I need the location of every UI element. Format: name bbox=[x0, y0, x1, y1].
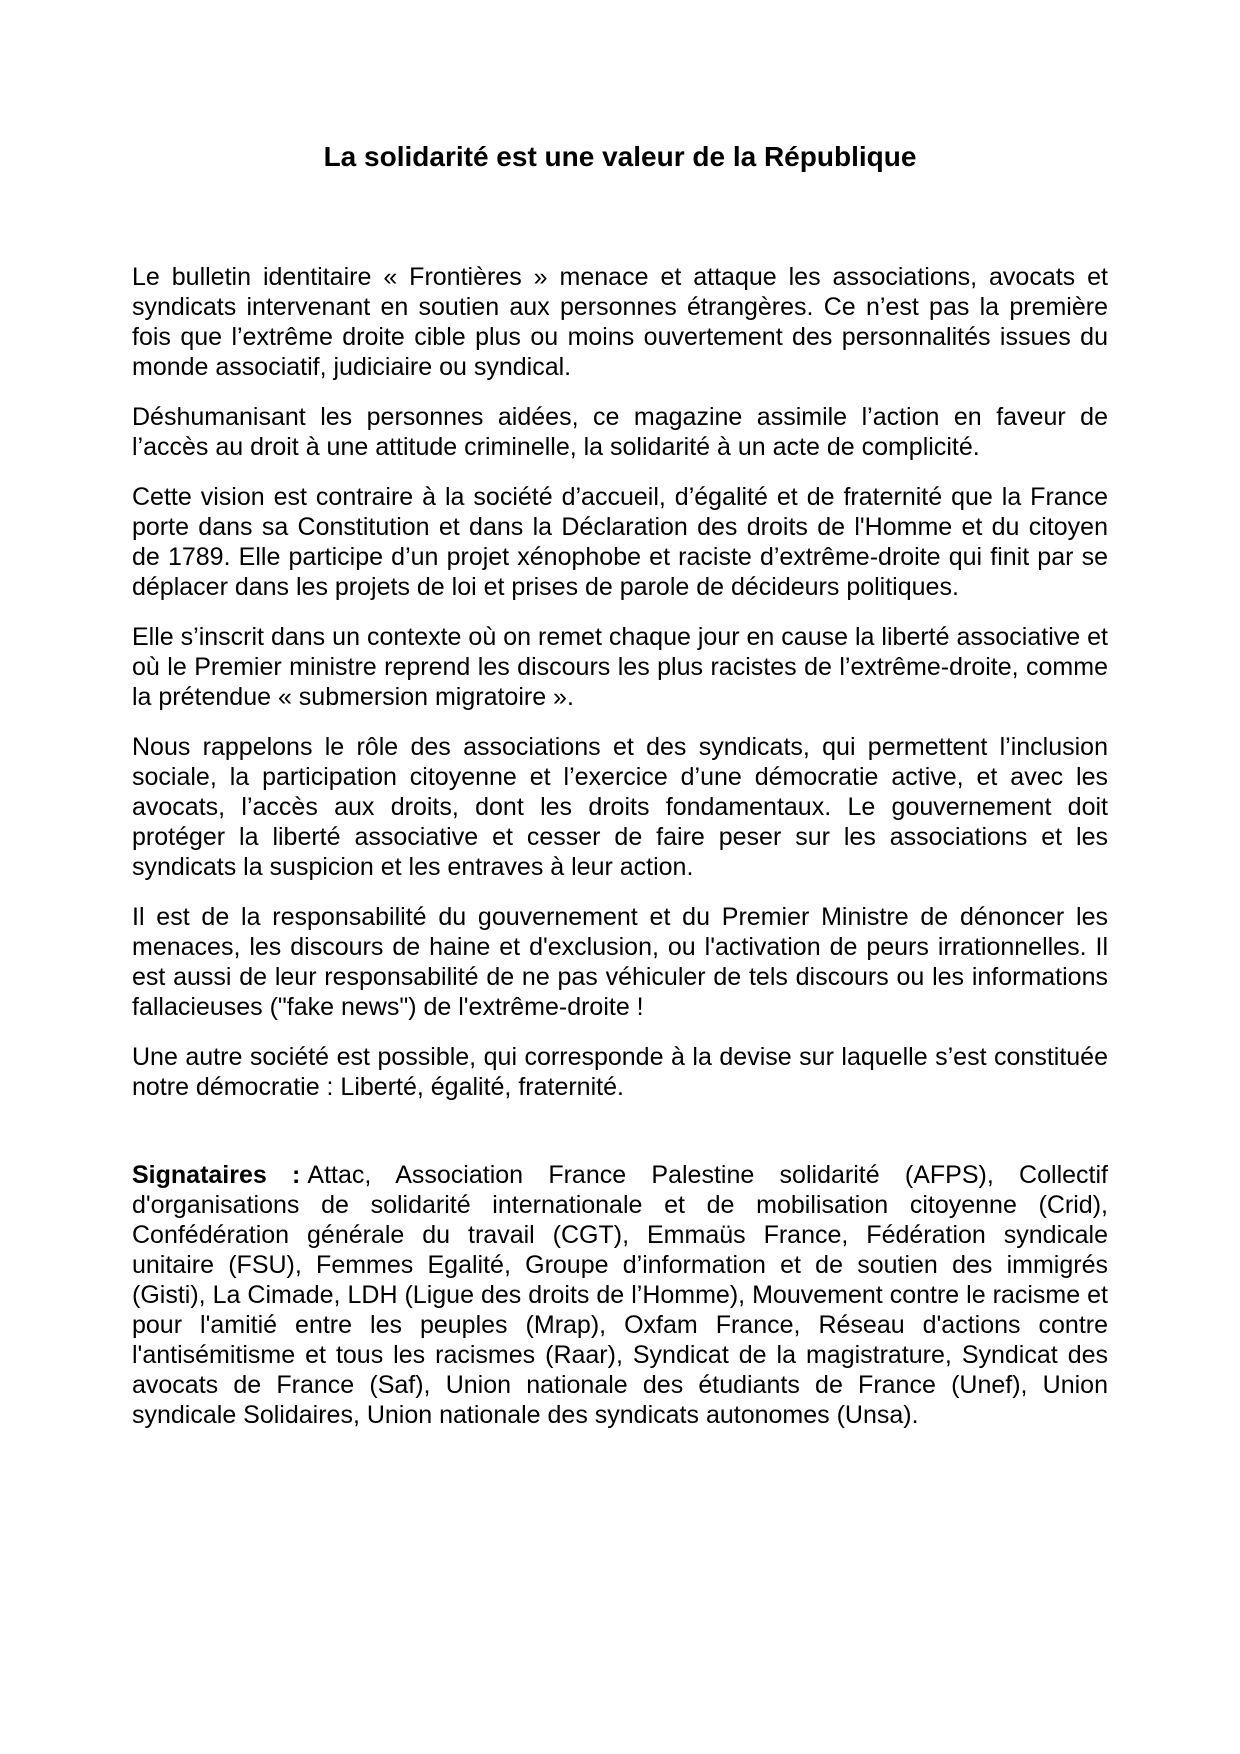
document-title: La solidarité est une valeur de la République bbox=[323, 141, 917, 172]
body-paragraph: Elle s’inscrit dans un contexte où on remet chaque jour en cause la liberté associative et où le Premier ministre reprend les discours les plus racistes de l’extrême-droite, comme la prétendue « submersion migratoire ». bbox=[132, 623, 1108, 711]
signatories-text: Attac, Association France Palestine solidarité (AFPS), Collectif d'organisations de solidarité internationale et de mobilisation citoyenne (Crid), Confédération générale du travail (CGT), Emmaüs France, Fédération syndicale unitaire (FSU), Femmes Egalité, Groupe d’information et de soutien des immigrés (Gisti), La Cimade, LDH (Ligue des droits de l’Homme), Mouvement contre le racisme et pour l'amitié entre les peuples (Mrap), Oxfam France, Réseau d'actions contre l'antisémitisme et tous les racismes (Raar), Syndicat de la magistrature, Syndicat des avocats de France (Saf), Union nationale des étudiants de France (Unef), Union syndicale Solidaires, Union nationale des syndicats autonomes (Unsa). bbox=[132, 1161, 1108, 1429]
signatories-section bbox=[132, 1160, 1108, 1430]
body-paragraph: Le bulletin identitaire « Frontières » menace et attaque les associations, avocats et syndicats intervenant en soutien aux personnes étrangères. Ce n’est pas la première fois que l’extrême droite cible plus ou moins ouvertement des personnalités issues du monde associatif, judiciaire ou syndical. bbox=[132, 263, 1108, 381]
signatories-label: Signataires : bbox=[132, 1161, 301, 1189]
body-paragraph: Cette vision est contraire à la société d’accueil, d’égalité et de fraternité que la France porte dans sa Constitution et dans la Déclaration des droits de l'Homme et du citoyen de 1789. Elle participe d’un projet xénophobe et raciste d’extrême-droite qui finit par se déplacer dans les projets de loi et prises de parole de décideurs politiques. bbox=[132, 483, 1108, 601]
document-body bbox=[132, 262, 1108, 1102]
signatories-paragraph bbox=[132, 1160, 1108, 1430]
body-paragraph: Nous rappelons le rôle des associations et des syndicats, qui permettent l’inclusion sociale, la participation citoyenne et l’exercice d’une démocratie active, et avec les avocats, l’accès aux droits, dont les droits fondamentaux. Le gouvernement doit protéger la liberté associative et cesser de faire peser sur les associations et les syndicats la suspicion et les entraves à leur action. bbox=[132, 733, 1108, 881]
body-paragraph: Il est de la responsabilité du gouvernement et du Premier Ministre de dénoncer les menaces, les discours de haine et d'exclusion, ou l'activation de peurs irrationnelles. Il est aussi de leur responsabilité de ne pas véhiculer de tels discours ou les informations fallacieuses ("fake news") de l'extrême-droite ! bbox=[132, 903, 1108, 1021]
body-paragraph: Une autre société est possible, qui corresponde à la devise sur laquelle s’est constituée notre démocratie : Liberté, égalité, fraternité. bbox=[132, 1043, 1108, 1101]
body-paragraph: Déshumanisant les personnes aidées, ce magazine assimile l’action en faveur de l’accès au droit à une attitude criminelle, la solidarité à un acte de complicité. bbox=[132, 403, 1108, 461]
